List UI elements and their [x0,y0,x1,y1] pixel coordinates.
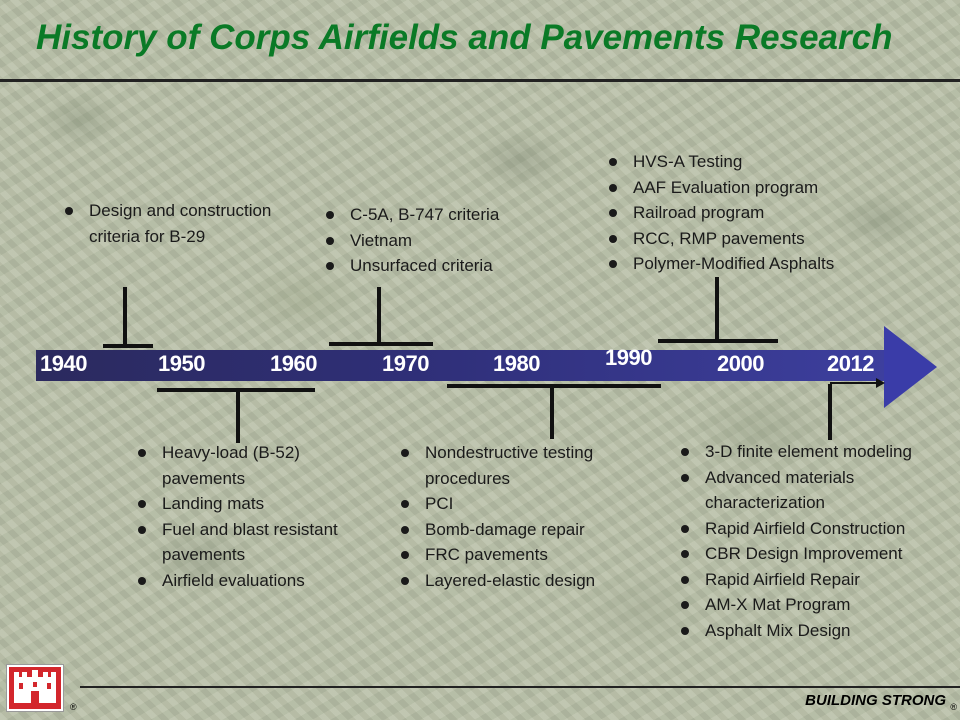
year-1950: 1950 [158,351,205,376]
connector-fem-stem [828,384,832,440]
list-item: RCC, RMP pavements [608,226,908,252]
list-item: Layered-elastic design [400,568,650,594]
list-item: Landing mats [137,491,367,517]
bullets-c5a [325,202,575,279]
list-item: C-5A, B-747 criteria [325,202,575,228]
footer-tagline: BUILDING STRONG [805,692,946,709]
connector-b29-stem [123,287,127,344]
timeline-arrow-icon [884,326,937,408]
list-item: AM-X Mat Program [680,592,960,618]
page-title: History of Corps Airfields and Pavements Research [36,18,893,57]
connector-c5a-stem [377,287,381,344]
registered-mark: ® [950,702,957,712]
list-item: PCI [400,491,650,517]
connector-c5a-bar [329,342,433,346]
title-divider [0,79,960,82]
year-1990: 1990 [605,345,652,370]
list-item: Nondestructive testing procedures [400,440,650,491]
list-item: Rapid Airfield Construction [680,516,960,542]
connector-ndt-stem [550,386,554,439]
list-item: 3-D finite element modeling [680,439,960,465]
bullets-b52 [137,440,367,593]
connector-hvs-stem [715,277,719,341]
year-1970: 1970 [382,351,429,376]
list-item: Advanced materials characterization [680,465,960,516]
arrow-right-icon [876,378,885,388]
bullets-hvs [608,149,908,277]
connector-hvs-bar [658,339,778,343]
bullets-ndt [400,440,650,593]
list-item: Vietnam [325,228,575,254]
list-item: CBR Design Improvement [680,541,960,567]
list-item: Rapid Airfield Repair [680,567,960,593]
castle-logo-icon [6,664,64,712]
year-1940: 1940 [40,351,87,376]
year-1960: 1960 [270,351,317,376]
connector-b52-stem [236,390,240,443]
list-item: Railroad program [608,200,908,226]
connector-b29-bar [103,344,153,348]
year-1980: 1980 [493,351,540,376]
list-item: FRC pavements [400,542,650,568]
list-item: Polymer-Modified Asphalts [608,251,908,277]
list-item: Unsurfaced criteria [325,253,575,279]
list-item: Design and construction criteria for B-29 [64,198,286,249]
connector-fem-arrow-shaft [830,382,878,384]
registered-mark: ® [70,702,77,712]
connector-ndt-bar [447,384,661,388]
bullets-fem [680,439,960,643]
footer-divider [80,686,960,688]
list-item: Fuel and blast resistant pavements [137,517,367,568]
list-item: HVS-A Testing [608,149,908,175]
year-2012: 2012 [827,351,874,376]
list-item: Airfield evaluations [137,568,367,594]
year-2000: 2000 [717,351,764,376]
bullets-b29 [64,198,286,249]
list-item: Bomb-damage repair [400,517,650,543]
list-item: Asphalt Mix Design [680,618,960,644]
list-item: Heavy-load (B-52) pavements [137,440,367,491]
list-item: AAF Evaluation program [608,175,908,201]
